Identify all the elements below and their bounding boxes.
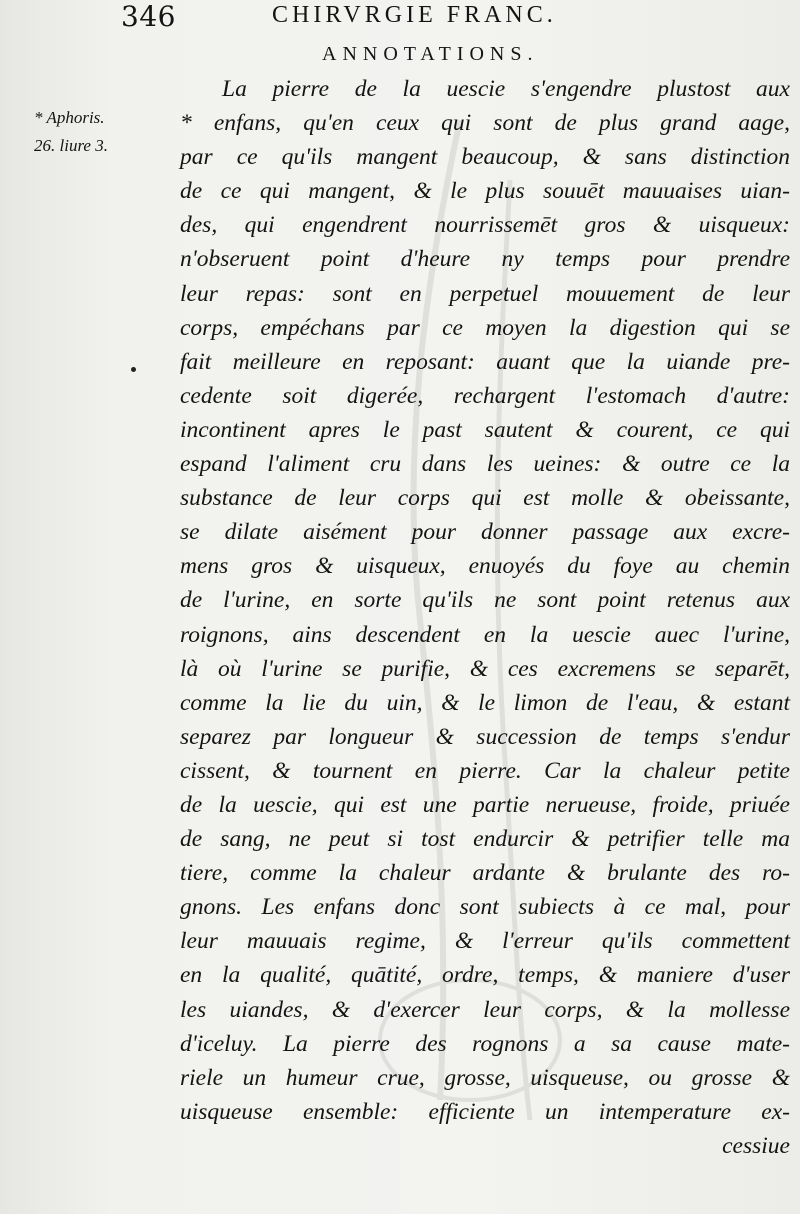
text-line: mens gros & uisqueux, enuoyés du foye au chemin [180,553,790,580]
text-line: leur repas: sont en perpetuel mouuement de leur [180,280,790,307]
text-line: corps, empéchans par ce moyen la digestion qui se [180,314,790,341]
body-text [180,72,790,1163]
text-line: là où l'urine se purifie, & ces excremens se separēt, [180,655,790,682]
text-line: substance de leur corps qui est molle & obeissante, [180,485,790,512]
text-line: de ce qui mangent, & le plus souuēt mauuaises uian- [180,178,790,205]
page-number: 346 [121,0,176,33]
text-line: les uiandes, & d'exercer leur corps, & la mollesse [180,996,790,1023]
text-line: fait meilleure en reposant: auant que la uiande pre- [180,348,790,375]
running-head: CHIRVRGIE FRANC. [272,2,557,28]
text-line: incontinent apres le past sautent & courent, ce qui [180,416,790,443]
text-line: de sang, ne peut si tost endurcir & petrifier telle ma [180,826,790,853]
text-line: riele un humeur crue, grosse, uisqueuse, ou grosse & [180,1064,790,1091]
text-line: La pierre de la uescie s'engendre plustost aux [222,76,790,102]
text-line: n'obseruent point d'heure ny temps pour prendre [180,246,790,273]
section-heading: ANNOTATIONS. [322,43,539,65]
text-line: * enfans, qu'en ceux qui sont de plus grand aage, [180,110,790,137]
text-line: de la uescie, qui est une partie nerueuse, froide, priuée [180,791,790,818]
text-line: leur mauuais regime, & l'erreur qu'ils commettent [180,928,790,955]
text-line: tiere, comme la chaleur ardante & brulante des ro- [180,860,790,887]
text-line: se dilate aisément pour donner passage aux excre- [180,519,790,546]
text-line: des, qui engendrent nourrissemēt gros & uisqueux: [180,212,790,239]
text-line: cessiue [722,1132,790,1159]
margin-note-line: * Aphoris. [34,108,105,127]
text-line: gnons. Les enfans donc sont subiects à ce mal, pour [180,894,790,921]
text-line: d'iceluy. La pierre des rognons a sa cause mate- [180,1030,790,1057]
margin-note-line: 26. liure 3. [34,136,108,155]
text-line: uisqueuse ensemble: efficiente un intemperature ex- [180,1098,790,1125]
margin-note [34,104,164,160]
text-line: par ce qu'ils mangent beaucoup, & sans distinction [180,144,790,171]
margin-dot [131,367,136,372]
page-header [0,0,800,38]
text-line: comme la lie du uin, & le limon de l'eau, & estant [180,689,790,716]
text-line: en la qualité, quātité, ordre, temps, & maniere d'user [180,962,790,989]
text-line: cissent, & tournent en pierre. Car la chaleur petite [180,757,790,784]
text-line: de l'urine, en sorte qu'ils ne sont point retenus aux [180,587,790,614]
text-line: cedente soit digerée, rechargent l'estomach d'autre: [180,382,790,409]
text-line: separez par longueur & succession de temps s'endur [180,723,790,750]
text-line: espand l'aliment cru dans les ueines: & outre ce la [180,451,790,478]
text-line: roignons, ains descendent en la uescie auec l'urine, [180,621,790,648]
